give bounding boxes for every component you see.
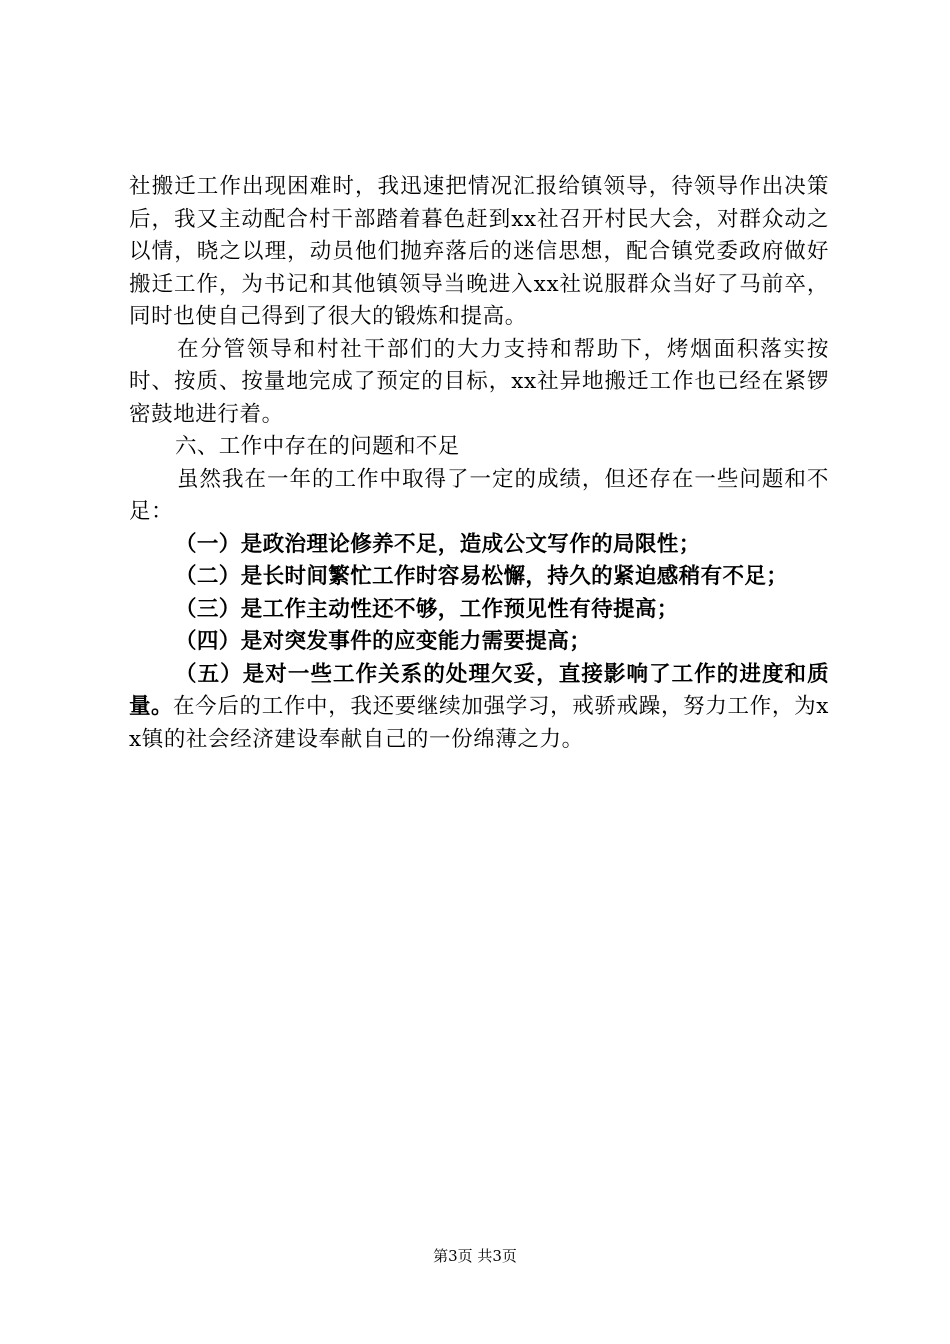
page-number-footer: 第3页 共3页	[433, 1247, 517, 1265]
issue-item-5	[129, 659, 829, 757]
issue-item-4: （四）是对突发事件的应变能力需要提高；	[175, 629, 592, 654]
body-paragraph: 在分管领导和村社干部们的大力支持和帮助下，烤烟面积落实按时、按质、按量地完成了预定的目标，xx社异地搬迁工作也已经在紧锣密鼓地进行着。	[129, 336, 829, 427]
document-body	[129, 171, 829, 756]
body-paragraph: 社搬迁工作出现困难时，我迅速把情况汇报给镇领导，待领导作出决策后，我又主动配合村干部踏着暮色赶到xx社召开村民大会，对群众动之以情，晓之以理，动员他们抛弃落后的迷信思想，配合镇党委政府做好搬迁工作，为书记和其他镇领导当晚进入xx社说服群众当好了马前卒，同时也使自己得到了很大的锻炼和提高。	[129, 174, 829, 329]
issue-item-2: （二）是长时间繁忙工作时容易松懈，持久的紧迫感稍有不足；	[175, 564, 789, 589]
closing-statement: 在今后的工作中，我还要继续加强学习，戒骄戒躁，努力工作，为xx镇的社会经济建设奉献自己的一份绵薄之力。	[129, 694, 829, 752]
section-heading: 六、工作中存在的问题和不足	[175, 434, 460, 459]
intro-paragraph: 虽然我在一年的工作中取得了一定的成绩，但还存在一些问题和不足：	[129, 466, 829, 524]
issue-item-5-bold: （五）是对一些工作关系的处理欠妥，直接影响了工作的进度和质量。	[129, 661, 829, 719]
issue-item-3: （三）是工作主动性还不够，工作预见性有待提高；	[175, 596, 679, 622]
issue-item-1: （一）是政治理论修养不足，造成公文写作的局限性；	[175, 531, 701, 557]
